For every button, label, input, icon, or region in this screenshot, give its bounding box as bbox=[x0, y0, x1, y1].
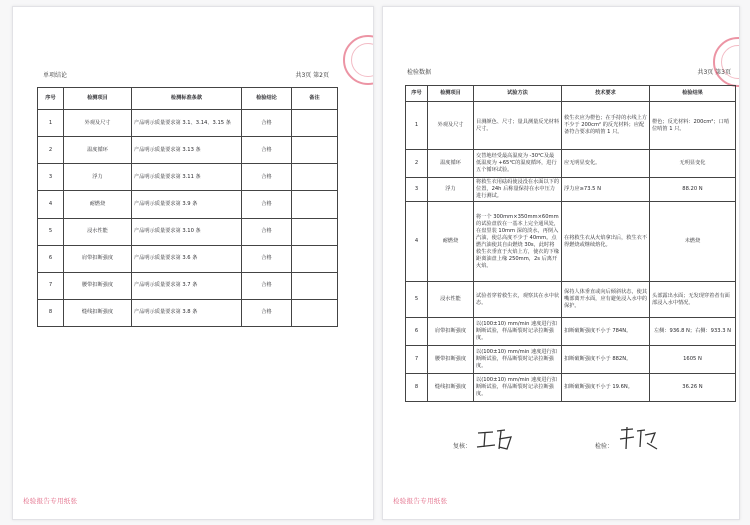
cell-requirement: 扣断破断强度不小于 784N。 bbox=[562, 318, 650, 346]
col-header-result: 检验结果 bbox=[650, 86, 736, 102]
cell-requirement: 保持人体垂直或向后倾斜状态，使其嘴部离开水面，应有避免浸入水中的保护。 bbox=[562, 282, 650, 318]
cell-result: 36.26 N bbox=[650, 374, 736, 402]
cell-result: 合格 bbox=[242, 110, 292, 137]
table-row bbox=[406, 178, 736, 202]
cell-result: 未燃烧 bbox=[650, 202, 736, 282]
cell-method: 以(100±10) mm/min 速度进行扣断断试验，样品断裂时记录拉断强度。 bbox=[474, 346, 562, 374]
reviewer-signature bbox=[475, 427, 515, 453]
col-header-no: 序号 bbox=[406, 86, 428, 102]
cell-item: 缝线扣断强度 bbox=[428, 374, 474, 402]
col-header-method: 试验方法 bbox=[474, 86, 562, 102]
page-number: 共3页 第3页 bbox=[697, 69, 731, 76]
table-row bbox=[38, 272, 338, 299]
cell-result: 合格 bbox=[242, 272, 292, 299]
cell-clause: 产品明示质量要求第 3.8 条 bbox=[132, 299, 242, 326]
cell-result: 合格 bbox=[242, 191, 292, 218]
table-header-row bbox=[38, 88, 338, 110]
cell-no: 2 bbox=[406, 150, 428, 178]
cell-result: 合格 bbox=[242, 164, 292, 191]
col-header-clause: 检测标准条款 bbox=[132, 88, 242, 110]
col-header-note: 备注 bbox=[292, 88, 338, 110]
cell-clause: 产品明示质量要求第 3.7 条 bbox=[132, 272, 242, 299]
cell-requirement: 应无明显变化。 bbox=[562, 150, 650, 178]
table-row bbox=[38, 110, 338, 137]
col-header-item: 检测项目 bbox=[64, 88, 132, 110]
cell-method: 试验者穿着救生衣，观察其在水中状态。 bbox=[474, 282, 562, 318]
page-header-label: 检验数据 bbox=[407, 69, 432, 76]
cell-result: 左侧：936.8 N；右侧：933.3 N bbox=[650, 318, 736, 346]
cell-no: 5 bbox=[406, 282, 428, 318]
cell-result: 头部露出水面；无发现穿着者有面部浸入水中情况。 bbox=[650, 282, 736, 318]
cell-item: 耐燃烧 bbox=[428, 202, 474, 282]
cell-no: 7 bbox=[406, 346, 428, 374]
cell-requirement: 浮力应≥73.5 N bbox=[562, 178, 650, 202]
cell-item: 温度循环 bbox=[64, 137, 132, 164]
cell-method: 交替地经受最高温度为 -30℃及最低温度为 +65℃的温度循环，进行五个循环试验。 bbox=[474, 150, 562, 178]
inspector-label: 检验： bbox=[595, 443, 614, 450]
cell-no: 3 bbox=[38, 164, 64, 191]
cell-note bbox=[292, 164, 338, 191]
cell-method: 以(100±10) mm/min 速度进行扣断断试验，样品断裂时记录拉断强度。 bbox=[474, 374, 562, 402]
page-header-label: 单项结论 bbox=[43, 72, 68, 79]
col-header-requirement: 技术要求 bbox=[562, 86, 650, 102]
cell-item: 肩带扣断强度 bbox=[428, 318, 474, 346]
cell-no: 5 bbox=[38, 218, 64, 245]
table-header-row bbox=[406, 86, 736, 102]
table-row bbox=[38, 245, 338, 272]
summary-table bbox=[37, 87, 338, 327]
cell-result: 合格 bbox=[242, 218, 292, 245]
data-table bbox=[405, 85, 736, 402]
cell-no: 8 bbox=[406, 374, 428, 402]
table-row bbox=[38, 137, 338, 164]
col-header-no: 序号 bbox=[38, 88, 64, 110]
left-page bbox=[12, 6, 374, 520]
cell-item: 浮力 bbox=[428, 178, 474, 202]
cell-requirement: 在将救生衣从火焰拿出后，救生衣不得燃烧或继续熔化。 bbox=[562, 202, 650, 282]
cell-result: 88.20 N bbox=[650, 178, 736, 202]
table-row bbox=[38, 191, 338, 218]
inspector-signature bbox=[617, 425, 659, 453]
cell-item: 腰带扣断强度 bbox=[428, 346, 474, 374]
table-row bbox=[406, 346, 736, 374]
cell-no: 8 bbox=[38, 299, 64, 326]
table-row bbox=[38, 299, 338, 326]
table-row bbox=[406, 282, 736, 318]
cell-note bbox=[292, 191, 338, 218]
right-page bbox=[382, 6, 740, 520]
col-header-result: 检验结论 bbox=[242, 88, 292, 110]
table-row bbox=[406, 150, 736, 178]
seal-stamp bbox=[343, 35, 374, 85]
cell-no: 4 bbox=[406, 202, 428, 282]
table-row bbox=[406, 102, 736, 150]
cell-method: 将一个 300mm×350mm×60mm 的试验盘放在一基本上完全通风处，在盘里装 10mm 深的淡水，再倒入汽油，使总高度不少于 40mm。点燃汽油使其自由燃烧 30s，此时将救生衣垂直于火焰上方，使衣的下缘距离油盘上缘 250mm，2s 后离开火焰。 bbox=[474, 202, 562, 282]
cell-item: 缝线扣断强度 bbox=[64, 299, 132, 326]
cell-item: 外观及尺寸 bbox=[64, 110, 132, 137]
table-row bbox=[406, 318, 736, 346]
cell-item: 外观及尺寸 bbox=[428, 102, 474, 150]
cell-result: 橙色；反光材料：200cm²；口哨位哨笛 1 只。 bbox=[650, 102, 736, 150]
cell-result: 1605 N bbox=[650, 346, 736, 374]
table-row bbox=[38, 218, 338, 245]
cell-method: 以(100±10) mm/min 速度进行扣断断试验，样品断裂时记录拉断强度。 bbox=[474, 318, 562, 346]
cell-result: 合格 bbox=[242, 299, 292, 326]
cell-note bbox=[292, 299, 338, 326]
cell-item: 浸水性能 bbox=[64, 218, 132, 245]
cell-clause: 产品明示质量要求第 3.10 条 bbox=[132, 218, 242, 245]
page-footer: 检验报告专用纸张 bbox=[393, 497, 448, 505]
cell-note bbox=[292, 272, 338, 299]
table-row bbox=[38, 164, 338, 191]
cell-no: 4 bbox=[38, 191, 64, 218]
cell-clause: 产品明示质量要求第 3.6 条 bbox=[132, 245, 242, 272]
cell-requirement: 救生衣应为橙色；在手持的水线上方不少于 200cm² 的反光材料；应配备符合要求的哨笛 1 只。 bbox=[562, 102, 650, 150]
page-number: 共3页 第2页 bbox=[295, 72, 329, 79]
cell-no: 1 bbox=[406, 102, 428, 150]
cell-requirement: 扣断破断强度不小于 882N。 bbox=[562, 346, 650, 374]
cell-note bbox=[292, 218, 338, 245]
cell-no: 7 bbox=[38, 272, 64, 299]
cell-item: 腰带扣断强度 bbox=[64, 272, 132, 299]
seal-stamp bbox=[713, 37, 740, 87]
col-header-item: 检测项目 bbox=[428, 86, 474, 102]
cell-note bbox=[292, 137, 338, 164]
cell-no: 3 bbox=[406, 178, 428, 202]
cell-note bbox=[292, 245, 338, 272]
cell-method: 将救生衣用砝码使浸没在水面以下的位置，24h 后称量保持在水中压力进行测试。 bbox=[474, 178, 562, 202]
cell-clause: 产品明示质量要求第 3.1、3.14、3.15 条 bbox=[132, 110, 242, 137]
page-footer: 检验报告专用纸张 bbox=[23, 497, 78, 505]
cell-no: 6 bbox=[38, 245, 64, 272]
table-row bbox=[406, 202, 736, 282]
cell-clause: 产品明示质量要求第 3.13 条 bbox=[132, 137, 242, 164]
cell-item: 肩带扣断强度 bbox=[64, 245, 132, 272]
cell-no: 6 bbox=[406, 318, 428, 346]
reviewer-label: 复核： bbox=[453, 443, 472, 450]
cell-clause: 产品明示质量要求第 3.9 条 bbox=[132, 191, 242, 218]
cell-result: 无明显变化 bbox=[650, 150, 736, 178]
cell-result: 合格 bbox=[242, 245, 292, 272]
cell-no: 1 bbox=[38, 110, 64, 137]
table-row bbox=[406, 374, 736, 402]
cell-note bbox=[292, 110, 338, 137]
cell-item: 温度循环 bbox=[428, 150, 474, 178]
cell-clause: 产品明示质量要求第 3.11 条 bbox=[132, 164, 242, 191]
cell-requirement: 扣断破断强度不小于 19.6N。 bbox=[562, 374, 650, 402]
cell-item: 耐燃烧 bbox=[64, 191, 132, 218]
cell-no: 2 bbox=[38, 137, 64, 164]
cell-method: 目测颜色、尺寸；量具测量反光材料尺寸。 bbox=[474, 102, 562, 150]
cell-item: 浸水性能 bbox=[428, 282, 474, 318]
cell-item: 浮力 bbox=[64, 164, 132, 191]
cell-result: 合格 bbox=[242, 137, 292, 164]
